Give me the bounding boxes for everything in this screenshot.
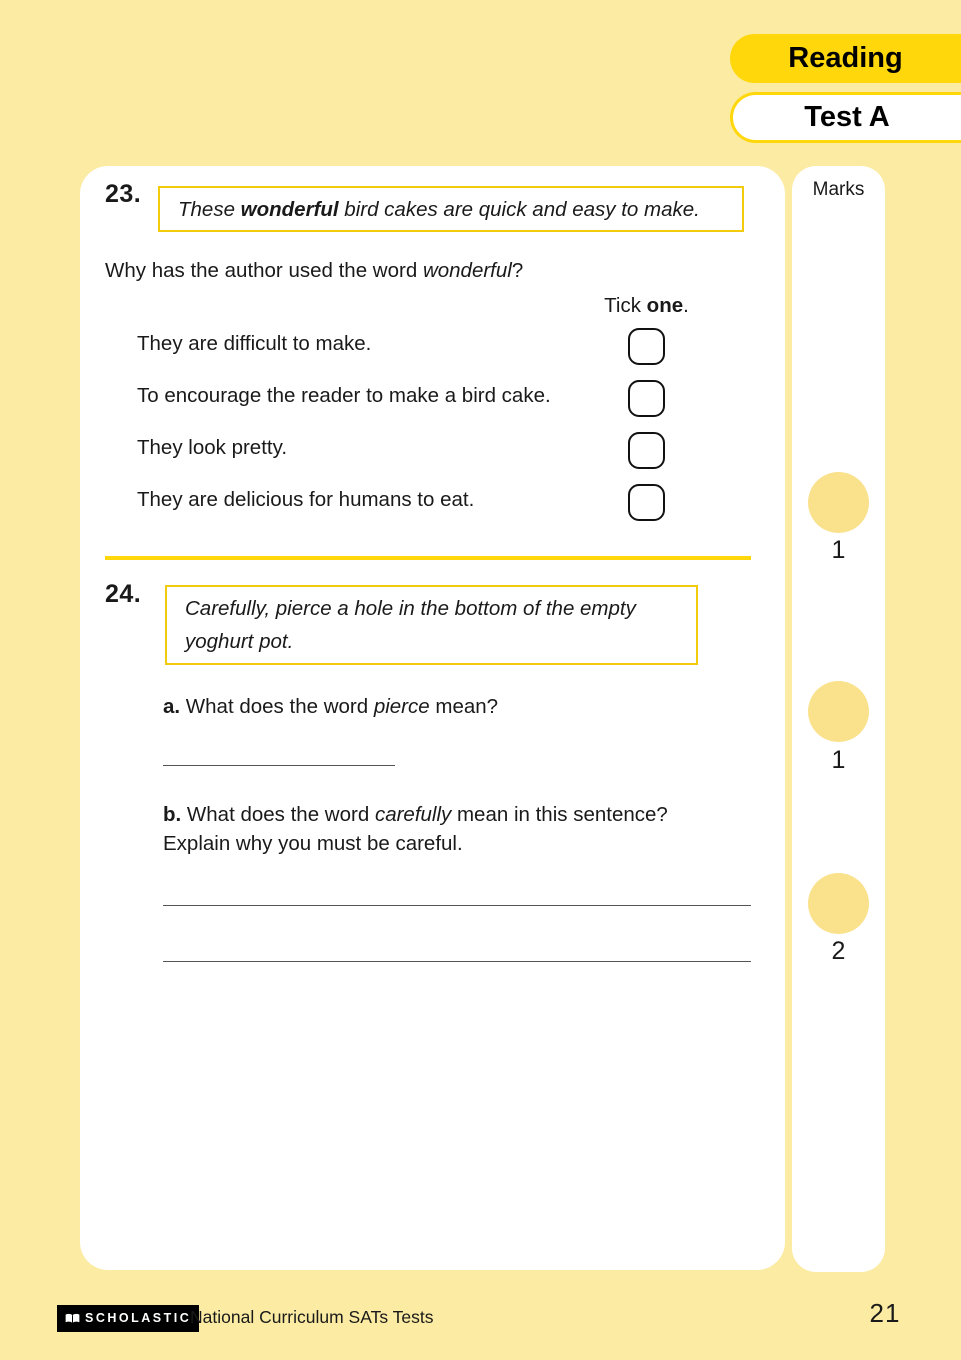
prompt-segment: mean in this sentence? Explain why you must be careful. [163, 803, 668, 855]
answer-line-long-2[interactable] [163, 961, 751, 962]
tick-checkbox-2[interactable] [628, 380, 665, 417]
marks-title: Marks [812, 179, 865, 200]
quote-segment-bold: wonderful [240, 197, 339, 221]
mark-circle-2 [808, 681, 869, 742]
quote-segment: These [178, 197, 241, 221]
mark-value-3: 2 [831, 937, 846, 965]
question-23-quote-box [158, 186, 744, 232]
part-label: b. [163, 803, 182, 826]
question-24b-prompt [163, 800, 738, 858]
question-23-prompt [105, 256, 523, 285]
question-23-number: 23. [105, 180, 142, 208]
prompt-segment-italic: pierce [373, 695, 430, 718]
prompt-segment-italic: wonderful [422, 259, 512, 282]
prompt-segment: What does the word [181, 803, 375, 826]
footer-series-title: National Curriculum SATs Tests [190, 1307, 434, 1327]
prompt-segment: What does the word [180, 695, 374, 718]
open-book-icon [65, 1313, 80, 1324]
question-24-number: 24. [105, 580, 142, 608]
question-24-quote-text: Carefully, pierce a hole in the bottom of the empty yoghurt pot. [185, 597, 636, 653]
mark-circle-3 [808, 873, 869, 934]
tick-one-instruction [560, 294, 733, 318]
marks-column [792, 166, 885, 1272]
tick-checkbox-3[interactable] [628, 432, 665, 469]
prompt-segment: mean? [429, 695, 499, 718]
tab-test-a [730, 92, 961, 143]
option-label-4: They are delicious for humans to eat. [137, 488, 475, 511]
tick-checkbox-1[interactable] [628, 328, 665, 365]
question-divider [105, 556, 751, 560]
question-panel [80, 166, 785, 1270]
quote-segment: bird cakes are quick and easy to make. [338, 197, 700, 221]
mark-value-1: 1 [831, 536, 846, 564]
mark-value-2: 1 [831, 746, 846, 774]
prompt-segment: ? [511, 259, 524, 282]
answer-line-long-1[interactable] [163, 905, 751, 906]
question-23-quote-text [160, 193, 718, 226]
part-label: a. [163, 695, 181, 718]
tick-segment: . [683, 294, 689, 317]
tick-segment-bold: one [646, 294, 684, 317]
tab-reading [730, 34, 961, 83]
option-label-2: To encourage the reader to make a bird cake. [137, 384, 551, 407]
question-24-quote-box [165, 585, 698, 665]
scholastic-logo [57, 1305, 199, 1332]
prompt-segment-italic: carefully [374, 803, 452, 826]
prompt-segment: Why has the author used the word [105, 259, 423, 282]
page-number: 21 [869, 1298, 901, 1328]
tick-checkbox-4[interactable] [628, 484, 665, 521]
tab-test-a-label: Test A [804, 101, 890, 133]
question-24a-prompt [163, 692, 498, 721]
mark-circle-1 [808, 472, 869, 533]
scholastic-logo-text: SCHOLASTIC [85, 1311, 192, 1326]
tick-segment: Tick [604, 294, 647, 317]
option-label-1: They are difficult to make. [137, 332, 372, 355]
tab-reading-label: Reading [788, 42, 903, 74]
option-label-3: They look pretty. [137, 436, 288, 459]
answer-line-short[interactable] [163, 765, 395, 766]
